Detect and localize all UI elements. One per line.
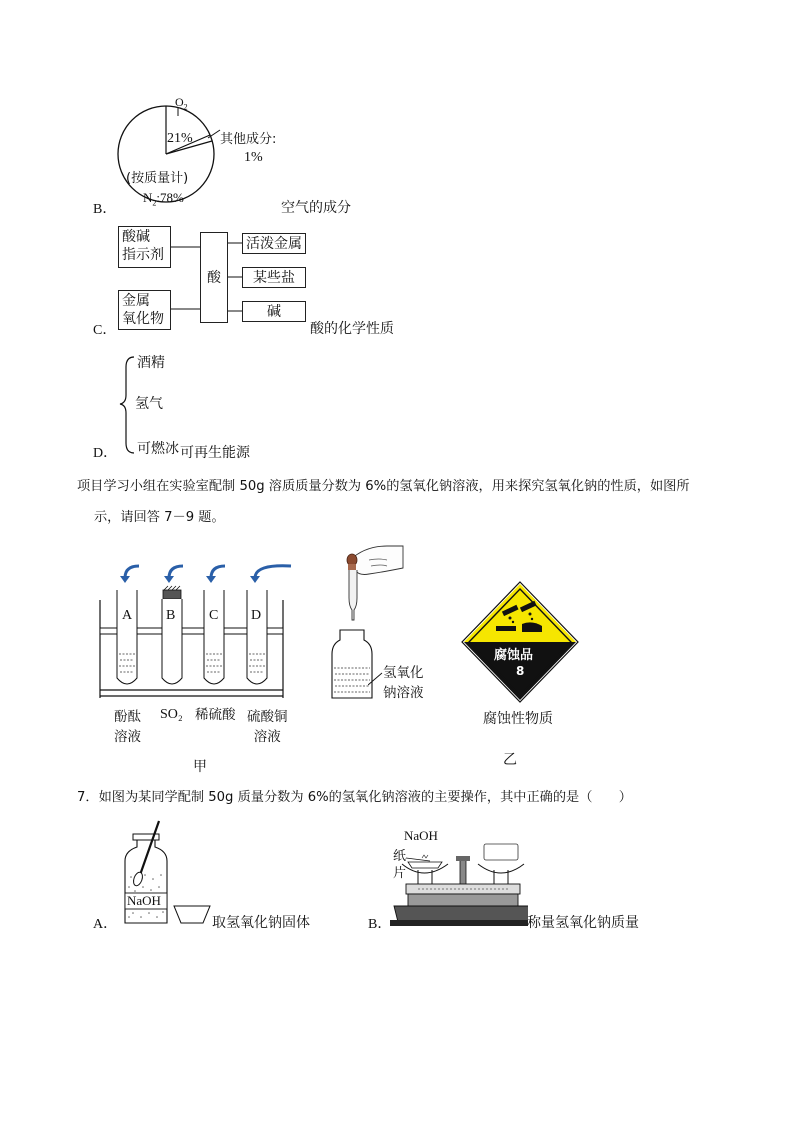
option-d-letter: D． [93, 446, 118, 461]
reagent-dilute-sulfuric-acid: 稀硫酸 [195, 707, 236, 723]
bottle-label-leader [368, 670, 388, 690]
n2-label: $N_2:78\%$ [143, 190, 184, 208]
option-b-letter: B． [93, 202, 117, 217]
naoh-solution-label: 氢氧化 钠溶液 [383, 665, 424, 701]
figure-jia-caption: 甲 [193, 759, 207, 775]
figure-yi-caption: 乙 [503, 752, 517, 768]
box-acid: 酸 [200, 232, 228, 323]
corrosive-sign-text: 腐蚀品 [494, 648, 534, 663]
question-7-stem: 7．如图为某同学配制 50g 质量分数为 6%的氢氧化钠溶液的主要操作，其中正确的是（ ） [77, 790, 632, 805]
hand-icon [350, 546, 403, 575]
o2-percent: 21% [167, 131, 193, 146]
reagent-so2: SO₂ [160, 707, 183, 722]
balance-base [394, 906, 528, 922]
mass-note: (按质量计) [126, 171, 189, 186]
test-tube-rack-figure [95, 560, 305, 705]
box-indicator: 酸碱 指示剂 [118, 226, 171, 268]
o2-label: $O_2$ [175, 95, 188, 112]
box-active-metal: 活泼金属 [242, 233, 306, 254]
option-c-caption: 酸的化学性质 [310, 321, 394, 337]
other-percent: 1% [244, 150, 263, 165]
air-composition-pie [110, 92, 310, 217]
tube-a [117, 590, 137, 684]
tube-label-d: D [251, 608, 262, 623]
energy-item-combustible-ice: 可燃冰 [137, 441, 179, 457]
right-pan [478, 864, 524, 873]
reagent-copper-sulfate: 硫酸铜 溶液 [247, 709, 288, 745]
tube-d [247, 590, 267, 684]
question-7-opt-b-letter: B． [368, 917, 392, 932]
box-metal-oxide: 金属 氧化物 [118, 290, 171, 330]
corrosive-warning-sign [460, 580, 580, 704]
reagent-bottle [332, 630, 372, 698]
reagent-phenolphthalein: 酚酞 溶液 [114, 709, 141, 745]
tube-label-a: A [122, 608, 133, 623]
paper-leader-line [406, 846, 436, 866]
option-d-caption: 可再生能源 [180, 445, 250, 461]
tube-label-c: C [209, 608, 219, 623]
balance-paper-label: 纸 片 [393, 849, 407, 881]
intro-line-1: 项目学习小组在实验室配制 50g 溶质质量分数为 6%的氢氧化钠溶液，用来探究氢氧化钠的性质，如图所 [77, 479, 690, 494]
question-7-opt-a-caption: 取氢氧化钠固体 [212, 915, 310, 931]
tube-label-b: B [166, 608, 176, 623]
box-base: 碱 [242, 301, 306, 322]
question-7-opt-b-caption: 称量氢氧化钠质量 [527, 915, 639, 931]
tube-c [204, 590, 224, 684]
dropper-glass [349, 570, 357, 620]
box-some-salts: 某些盐 [242, 267, 306, 288]
tube-b [162, 586, 182, 684]
energy-item-hydrogen: 氢气 [135, 396, 163, 412]
corrosive-substance-label: 腐蚀性物质 [483, 711, 553, 727]
intro-line-2: 示，请回答 7－9 题。 [94, 510, 225, 525]
weighing-dish-icon [170, 903, 214, 927]
energy-item-alcohol: 酒精 [137, 355, 165, 371]
balance-naoh-label: NaOH [404, 828, 438, 843]
option-c-letter: C． [93, 323, 117, 338]
option-b-caption: 空气的成分 [281, 200, 351, 216]
corrosive-sign-number: 8 [516, 664, 525, 678]
question-7-opt-a-letter: A． [93, 917, 118, 932]
other-label: 其他成分: [220, 132, 277, 147]
jar-label-naoh: NaOH [127, 893, 161, 908]
